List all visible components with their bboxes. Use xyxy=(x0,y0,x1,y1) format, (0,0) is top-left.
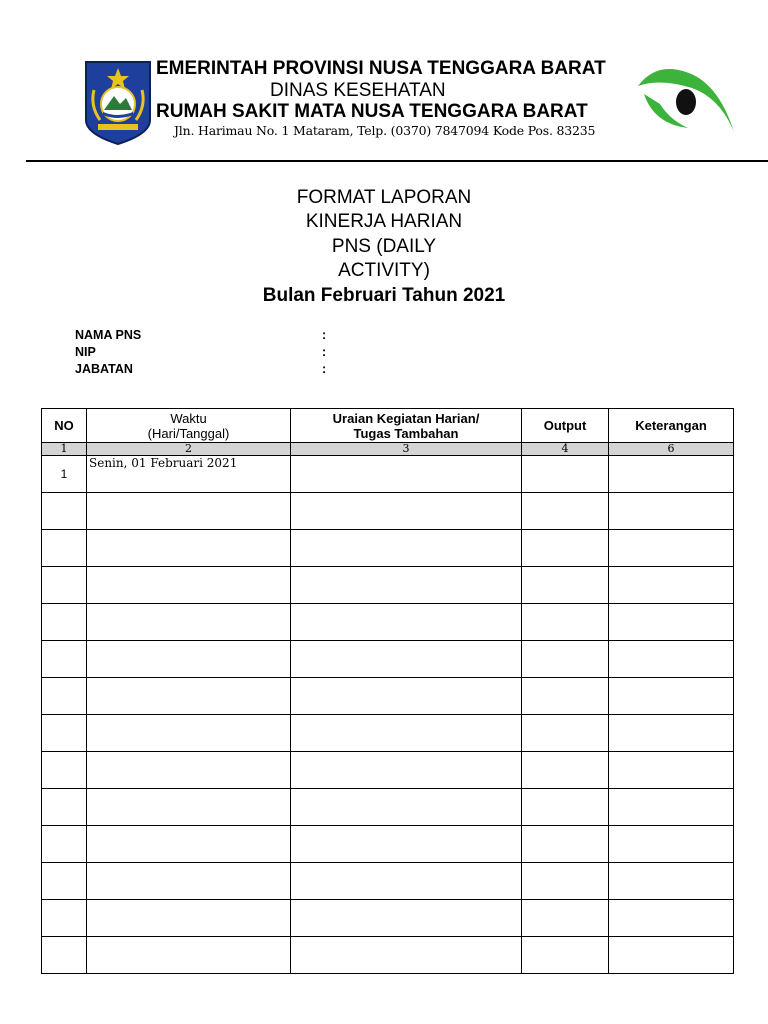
row-number xyxy=(42,715,87,752)
table-row xyxy=(42,900,734,937)
table-row xyxy=(42,530,734,567)
row-output-cell xyxy=(522,789,609,826)
row-date xyxy=(87,900,291,937)
row-date xyxy=(87,641,291,678)
table-row xyxy=(42,678,734,715)
row-date xyxy=(87,678,291,715)
row-number xyxy=(42,493,87,530)
table-row xyxy=(42,493,734,530)
title-line-2: KINERJA HARIAN xyxy=(305,211,463,232)
row-number xyxy=(42,900,87,937)
row-note-cell xyxy=(609,641,734,678)
row-number xyxy=(42,678,87,715)
row-number xyxy=(42,567,87,604)
col-number: 4 xyxy=(522,443,609,456)
row-output-cell xyxy=(522,826,609,863)
header-no: NO xyxy=(42,409,87,443)
title-line-1: FORMAT LAPORAN xyxy=(296,187,472,208)
row-note-cell xyxy=(609,456,734,493)
row-date xyxy=(87,567,291,604)
row-number xyxy=(42,937,87,974)
row-note-cell xyxy=(609,752,734,789)
row-activity-cell xyxy=(291,493,522,530)
row-number xyxy=(42,752,87,789)
col-number: 2 xyxy=(87,443,291,456)
header-waktu xyxy=(87,409,291,443)
field-label-jabatan: JABATAN xyxy=(75,362,133,376)
row-date xyxy=(87,863,291,900)
row-note-cell xyxy=(609,604,734,641)
row-output-cell xyxy=(522,715,609,752)
table-row xyxy=(42,456,734,493)
row-output-cell xyxy=(522,752,609,789)
row-output-cell xyxy=(522,678,609,715)
header-uraian xyxy=(291,409,522,443)
header-government-name: EMERINTAH PROVINSI NUSA TENGGARA BARAT xyxy=(156,58,606,79)
header-output: Output xyxy=(522,409,609,443)
row-date xyxy=(87,530,291,567)
title-line-3: PNS (DAILY xyxy=(331,236,437,257)
row-activity-cell xyxy=(291,456,522,493)
row-note-cell xyxy=(609,826,734,863)
row-date xyxy=(87,493,291,530)
row-output-cell xyxy=(522,493,609,530)
row-activity-cell xyxy=(291,678,522,715)
row-output-cell xyxy=(522,900,609,937)
field-label-nip: NIP xyxy=(75,345,96,359)
row-date xyxy=(87,752,291,789)
row-activity-cell xyxy=(291,604,522,641)
row-note-cell xyxy=(609,530,734,567)
header-hospital-name: RUMAH SAKIT MATA NUSA TENGGARA BARAT xyxy=(156,101,588,122)
row-date xyxy=(87,937,291,974)
row-output-cell xyxy=(522,456,609,493)
header-keterangan: Keterangan xyxy=(609,409,734,443)
row-output-cell xyxy=(522,937,609,974)
row-note-cell xyxy=(609,678,734,715)
row-number xyxy=(42,604,87,641)
table-row xyxy=(42,789,734,826)
row-output-cell xyxy=(522,567,609,604)
provincial-emblem-icon xyxy=(82,60,154,146)
row-note-cell xyxy=(609,900,734,937)
row-activity-cell xyxy=(291,567,522,604)
row-activity-cell xyxy=(291,826,522,863)
row-date: Senin, 01 Februari 2021 xyxy=(87,456,291,493)
row-activity-cell xyxy=(291,715,522,752)
row-date xyxy=(87,789,291,826)
table-row xyxy=(42,937,734,974)
table-row xyxy=(42,826,734,863)
row-activity-cell xyxy=(291,530,522,567)
title-period: Bulan Februari Tahun 2021 xyxy=(262,285,506,306)
row-output-cell xyxy=(522,604,609,641)
eye-logo-icon xyxy=(634,64,738,138)
row-date xyxy=(87,826,291,863)
col-number: 1 xyxy=(42,443,87,456)
row-note-cell xyxy=(609,937,734,974)
row-activity-cell xyxy=(291,641,522,678)
row-number xyxy=(42,863,87,900)
header-address: Jln. Harimau No. 1 Mataram, Telp. (0370) 7847094 Kode Pos. 83235 xyxy=(174,123,596,138)
row-date xyxy=(87,604,291,641)
row-number xyxy=(42,789,87,826)
row-output-cell xyxy=(522,863,609,900)
field-label-nama: NAMA PNS xyxy=(75,328,142,342)
table-row xyxy=(42,863,734,900)
header-waktu-text: Waktu (Hari/Tanggal) xyxy=(147,410,230,441)
field-colon-jabatan: : xyxy=(322,362,327,376)
column-number-row xyxy=(42,443,734,456)
row-number xyxy=(42,826,87,863)
table-row xyxy=(42,715,734,752)
row-note-cell xyxy=(609,715,734,752)
table-row xyxy=(42,567,734,604)
row-number xyxy=(42,641,87,678)
header-divider xyxy=(26,160,768,162)
col-number: 6 xyxy=(609,443,734,456)
col-number: 3 xyxy=(291,443,522,456)
table-row xyxy=(42,604,734,641)
row-note-cell xyxy=(609,493,734,530)
field-colon-nama: : xyxy=(322,328,327,342)
row-output-cell xyxy=(522,530,609,567)
row-note-cell xyxy=(609,789,734,826)
row-output-cell xyxy=(522,641,609,678)
row-number: 1 xyxy=(42,456,87,493)
activity-table xyxy=(41,408,734,974)
table-row xyxy=(42,752,734,789)
table-row xyxy=(42,641,734,678)
row-activity-cell xyxy=(291,789,522,826)
row-date xyxy=(87,715,291,752)
row-activity-cell xyxy=(291,900,522,937)
field-colon-nip: : xyxy=(322,345,327,359)
row-number xyxy=(42,530,87,567)
header-department-name: DINAS KESEHATAN xyxy=(270,80,446,101)
row-note-cell xyxy=(609,863,734,900)
row-activity-cell xyxy=(291,863,522,900)
header-uraian-text: Uraian Kegiatan Harian/ Tugas Tambahan xyxy=(332,410,480,441)
row-activity-cell xyxy=(291,937,522,974)
title-line-4: ACTIVITY) xyxy=(338,260,430,281)
row-activity-cell xyxy=(291,752,522,789)
row-note-cell xyxy=(609,567,734,604)
